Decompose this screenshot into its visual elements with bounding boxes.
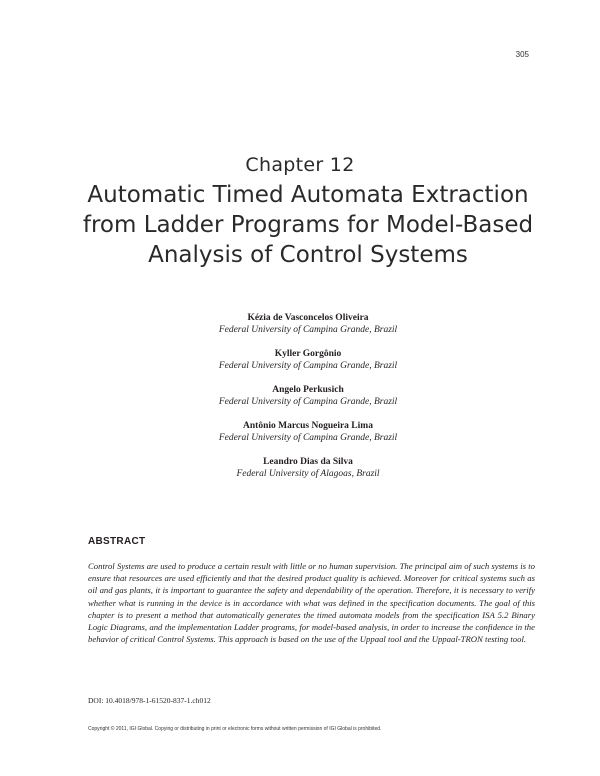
chapter-title: Automatic Timed Automata Extraction from Ladder Programs for Model-Based Analysis of Control Systems bbox=[82, 182, 534, 268]
abstract-heading: ABSTRACT bbox=[88, 536, 146, 547]
author-list bbox=[0, 312, 600, 492]
author-affiliation: Federal University of Campina Grande, Brazil bbox=[218, 325, 398, 335]
author-entry bbox=[0, 420, 600, 444]
copyright-notice: Copyright © 2011, IGI Global. Copying or distributing in print or electronic forms without written permission of IGI Global is prohibited. bbox=[88, 726, 382, 732]
author-affiliation: Federal University of Alagoas, Brazil bbox=[236, 469, 380, 479]
author-entry bbox=[0, 384, 600, 408]
author-affiliation: Federal University of Campina Grande, Brazil bbox=[218, 397, 398, 407]
author-entry bbox=[0, 312, 600, 336]
author-affiliation: Federal University of Campina Grande, Brazil bbox=[218, 433, 398, 443]
author-name: Kézia de Vasconcelos Oliveira bbox=[247, 313, 369, 323]
author-entry bbox=[0, 348, 600, 372]
author-name: Angelo Perkusich bbox=[272, 385, 344, 395]
author-name: Kyller Gorgônio bbox=[274, 349, 342, 359]
abstract-text: Control Systems are used to produce a certain result with little or no human supervision. The principal aim of such systems is to ensure that resources are used efficiently and that the desired product quality is achieved. Moreover for critical systems such as oil and gas plants, it is important to guarantee the safety and dependability of the operation. Therefore, it is necessary to verify whether what is running in the device is in accordance with what was defined in the specification documents. The goal of this chapter is to present a method that automatically generates the timed automata models from the specification ISA 5.2 Binary Logic Diagrams, and the implementation Ladder programs, for model-based analysis, in order to increase the confidence in the behavior of critical Control Systems. This approach is based on the use of the Uppaal tool and the Uppaal-TRON testing tool. bbox=[88, 561, 535, 645]
chapter-label: Chapter 12 bbox=[245, 154, 355, 176]
author-entry bbox=[0, 456, 600, 480]
author-affiliation: Federal University of Campina Grande, Brazil bbox=[218, 361, 398, 371]
page-number: 305 bbox=[515, 50, 529, 59]
author-name: Leandro Dias da Silva bbox=[263, 457, 353, 467]
author-name: Antônio Marcus Nogueira Lima bbox=[243, 421, 373, 431]
doi: DOI: 10.4018/978-1-61520-837-1.ch012 bbox=[88, 696, 211, 705]
